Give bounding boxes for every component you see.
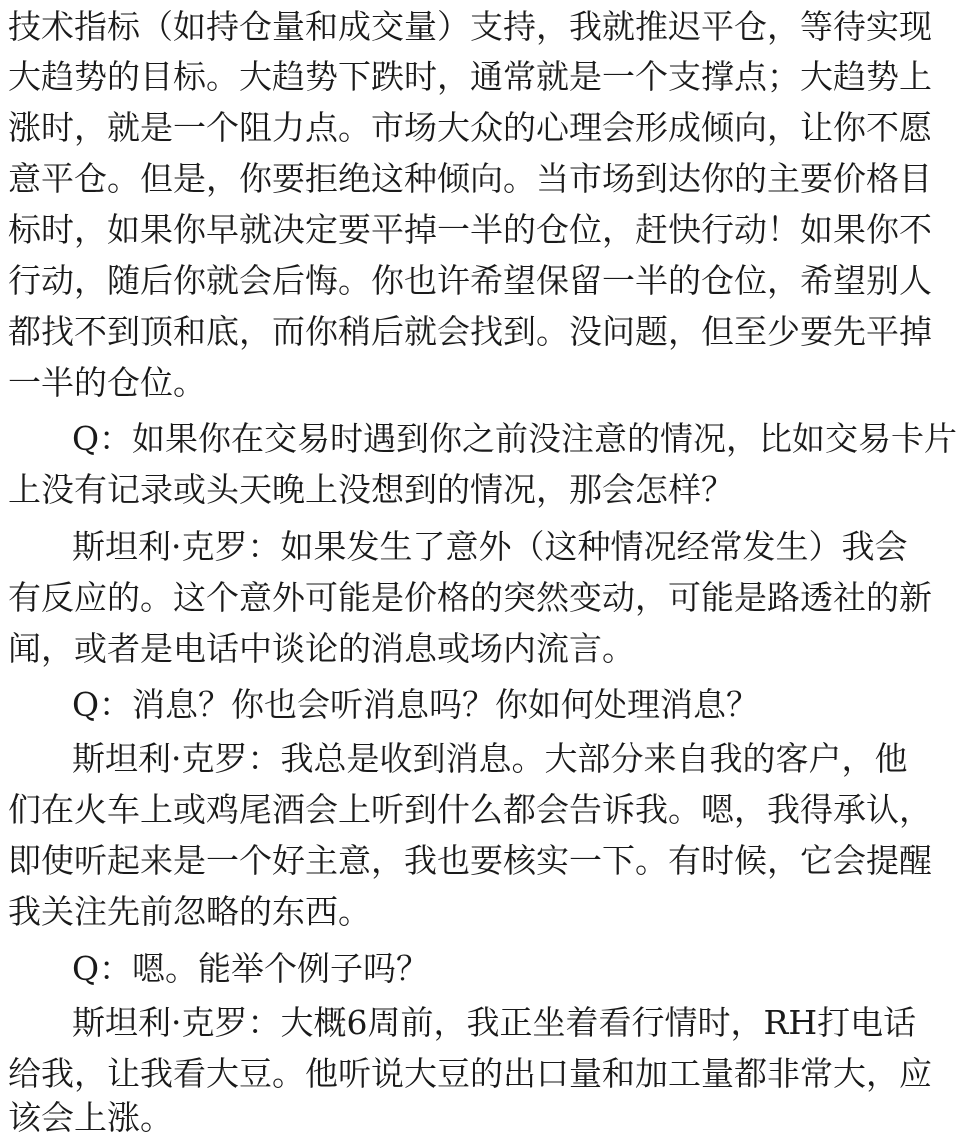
question-3-line-1: Q：嗯。能举个例子吗？ xyxy=(72,949,430,988)
question-line-1: Q：如果你在交易时遇到你之前没注意的情况，比如交易卡片 xyxy=(72,419,957,458)
answer-3-line-2: 给我，让我看大豆。他听说大豆的出口量和加工量都非常大，应 xyxy=(8,1054,932,1093)
text-line-5: 标时，如果你早就决定要平掉一半的仓位，赶快行动！如果你不 xyxy=(8,210,932,249)
text-line-2: 大趋势的目标。大趋势下跌时，通常就是一个支撑点；大趋势上 xyxy=(8,57,932,96)
answer-line-3: 闻，或者是电话中谈论的消息或场内流言。 xyxy=(8,629,635,668)
text-line-1: 技术指标（如持仓量和成交量）支持，我就推迟平仓，等待实现 xyxy=(8,7,932,46)
text-line-3: 涨时，就是一个阻力点。市场大众的心理会形成倾向，让你不愿 xyxy=(8,108,932,147)
question-line-2: 上没有记录或头天晚上没想到的情况，那会怎样？ xyxy=(8,470,734,509)
answer-line-1: 斯坦利·克罗：如果发生了意外（这种情况经常发生）我会 xyxy=(72,527,908,566)
answer-2-line-2: 们在火车上或鸡尾酒会上听到什么都会告诉我。嗯，我得承认， xyxy=(8,790,932,829)
answer-line-2: 有反应的。这个意外可能是价格的突然变动，可能是路透社的新 xyxy=(8,578,932,617)
answer-2-line-4: 我关注先前忽略的东西。 xyxy=(8,892,371,931)
text-line-4: 意平仓。但是，你要拒绝这种倾向。当市场到达你的主要价格目 xyxy=(8,159,932,198)
answer-2-line-1: 斯坦利·克罗：我总是收到消息。大部分来自我的客户，他 xyxy=(72,739,908,778)
text-line-6: 行动，随后你就会后悔。你也许希望保留一半的仓位，希望别人 xyxy=(8,261,932,300)
answer-3-line-3: 该会上涨。 xyxy=(8,1098,173,1137)
text-line-8: 一半的仓位。 xyxy=(8,363,206,402)
text-line-7: 都找不到顶和底，而你稍后就会找到。没问题，但至少要先平掉 xyxy=(8,312,932,351)
question-2-line-1: Q：消息？你也会听消息吗？你如何处理消息？ xyxy=(72,685,760,724)
answer-3-line-1: 斯坦利·克罗：大概6周前，我正坐着看行情时，RH打电话 xyxy=(72,1003,917,1042)
answer-2-line-3: 即使听起来是一个好主意，我也要核实一下。有时候，它会提醒 xyxy=(8,841,932,880)
